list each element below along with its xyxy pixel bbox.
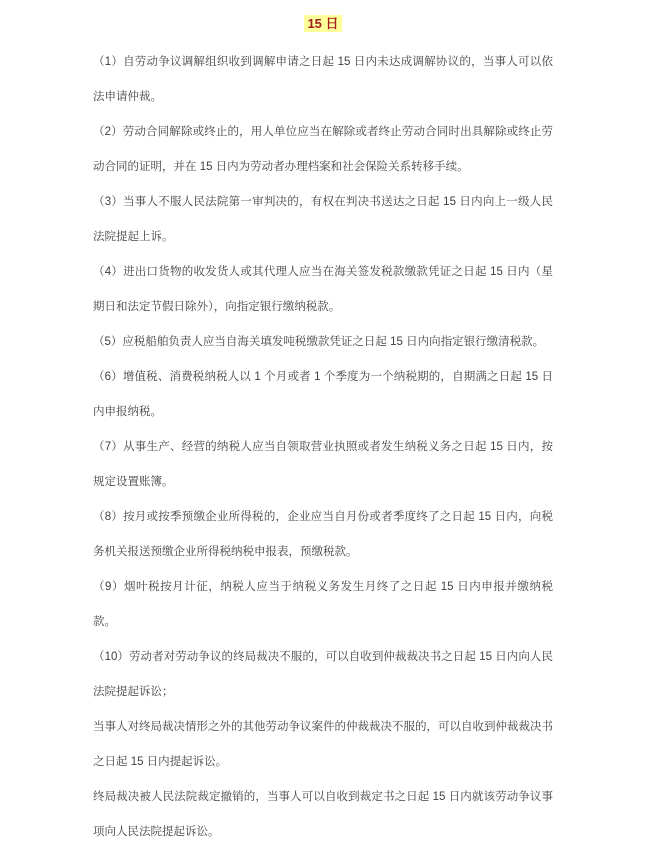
paragraph-4: （4）进出口货物的收发货人或其代理人应当在海关签发税款缴款凭证之日起 15 日内（星期日和法定节假日除外），向指定银行缴纳税款。: [93, 266, 553, 313]
document-body: [93, 45, 553, 850]
page-title: [93, 13, 553, 34]
paragraph-3: （3）当事人不服人民法院第一审判决的，有权在判决书送达之日起 15 日内向上一级人民法院提起上诉。: [93, 196, 553, 243]
paragraph-7: （7）从事生产、经营的纳税人应当自领取营业执照或者发生纳税义务之日起 15 日内，按规定设置账簿。: [93, 441, 553, 488]
paragraph-5: （5）应税船舶负责人应当自海关填发吨税缴款凭证之日起 15 日内向指定银行缴清税款。: [93, 336, 545, 348]
paragraph-10-continuation-1: 当事人对终局裁决情形之外的其他劳动争议案件的仲裁裁决不服的，可以自收到仲裁裁决书之日起 15 日内提起诉讼。: [93, 721, 553, 768]
paragraph-10-continuation-2: 终局裁决被人民法院裁定撤销的，当事人可以自收到裁定书之日起 15 日内就该劳动争议事项向人民法院提起诉讼。: [93, 791, 553, 838]
document-page: [93, 0, 553, 850]
highlighted-title-text: 15 日: [304, 15, 341, 32]
paragraph-2: （2）劳动合同解除或终止的，用人单位应当在解除或者终止劳动合同时出具解除或终止劳动合同的证明，并在 15 日内为劳动者办理档案和社会保险关系转移手续。: [93, 126, 553, 173]
paragraph-8: （8）按月或按季预缴企业所得税的，企业应当自月份或者季度终了之日起 15 日内，向税务机关报送预缴企业所得税纳税申报表，预缴税款。: [93, 511, 553, 558]
paragraph-10: （10）劳动者对劳动争议的终局裁决不服的，可以自收到仲裁裁决书之日起 15 日内向人民法院提起诉讼；: [93, 651, 553, 698]
paragraph-9: （9）烟叶税按月计征，纳税人应当于纳税义务发生月终了之日起 15 日内申报并缴纳税款。: [93, 581, 553, 628]
paragraph-6: （6）增值税、消费税纳税人以 1 个月或者 1 个季度为一个纳税期的，自期满之日起 15 日内申报纳税。: [93, 371, 553, 418]
paragraph-1: （1）自劳动争议调解组织收到调解申请之日起 15 日内未达成调解协议的，当事人可以依法申请仲裁。: [93, 56, 553, 103]
